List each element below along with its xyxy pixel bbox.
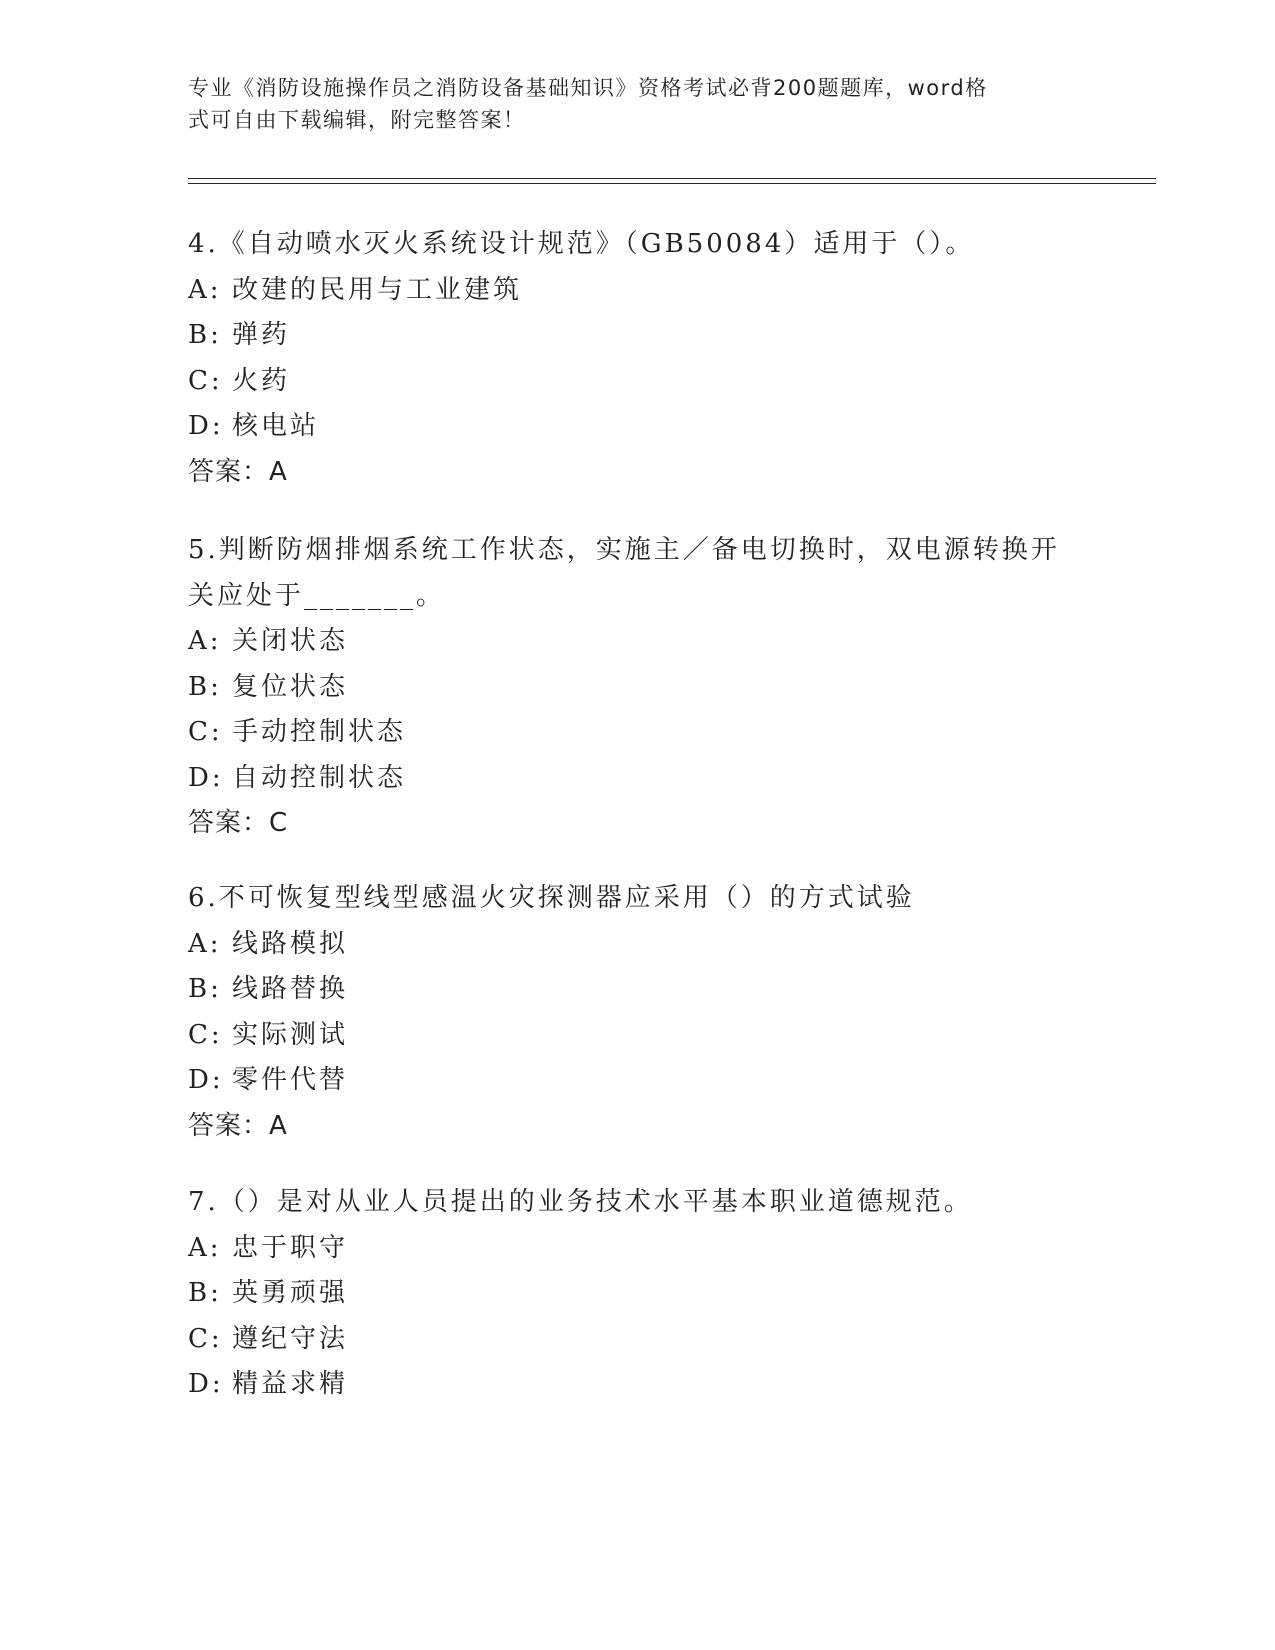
question-5 bbox=[188, 528, 1088, 847]
option-text: 核电站 bbox=[232, 411, 320, 441]
option-label: A: bbox=[188, 626, 222, 656]
option-d bbox=[188, 404, 1088, 450]
option-text: 遵纪守法 bbox=[232, 1323, 349, 1354]
option-b bbox=[188, 313, 1088, 359]
option-text: 复位状态 bbox=[232, 671, 349, 702]
option-label: A: bbox=[188, 1232, 222, 1263]
header-divider-top bbox=[188, 178, 1156, 179]
option-text: 线路模拟 bbox=[232, 928, 349, 959]
option-text: 英勇顽强 bbox=[232, 1278, 349, 1308]
option-b bbox=[188, 1271, 1088, 1317]
option-c bbox=[188, 359, 1088, 405]
option-b bbox=[188, 967, 1088, 1013]
option-d bbox=[188, 1058, 1088, 1104]
option-label: D: bbox=[188, 411, 224, 441]
option-label: B: bbox=[188, 671, 222, 702]
option-label: B: bbox=[188, 320, 222, 350]
option-a bbox=[188, 1226, 1088, 1272]
question-text: 6.不可恢复型线型感温火灾探测器应采用（）的方式试验 bbox=[188, 883, 915, 913]
option-label: D: bbox=[188, 1369, 224, 1399]
option-label: D: bbox=[188, 1065, 224, 1095]
option-a bbox=[188, 922, 1088, 968]
header-divider-bottom bbox=[188, 183, 1156, 184]
option-label: A: bbox=[188, 928, 222, 959]
option-c bbox=[188, 1317, 1088, 1363]
option-d bbox=[188, 756, 1088, 802]
option-label: C: bbox=[188, 1323, 223, 1354]
header-line-2: 式可自由下载编辑，附完整答案！ bbox=[188, 108, 526, 132]
header-line-1: 专业《消防设施操作员之消防设备基础知识》资格考试必背200题题库，word格 bbox=[188, 76, 988, 100]
question-7 bbox=[188, 1180, 1088, 1408]
answer: 答案：A bbox=[188, 1110, 288, 1141]
option-text: 手动控制状态 bbox=[232, 717, 407, 747]
answer: 答案：C bbox=[188, 808, 289, 838]
option-label: B: bbox=[188, 1278, 222, 1308]
option-label: C: bbox=[188, 365, 223, 396]
question-text: 4.《自动喷水灭火系统设计规范》（GB50084）适用于（）。 bbox=[188, 229, 975, 259]
option-text: 改建的民用与工业建筑 bbox=[232, 274, 523, 305]
option-c bbox=[188, 1013, 1088, 1059]
option-c bbox=[188, 710, 1088, 756]
question-text: 7.（）是对从业人员提出的业务技术水平基本职业道德规范。 bbox=[188, 1187, 973, 1217]
option-label: D: bbox=[188, 762, 224, 793]
option-label: A: bbox=[188, 274, 222, 305]
option-d bbox=[188, 1362, 1088, 1408]
document-header bbox=[188, 72, 1068, 136]
question-text: 5.判断防烟排烟系统工作状态，实施主／备电切换时，双电源转换开 bbox=[188, 535, 1060, 565]
option-text: 关闭状态 bbox=[232, 626, 349, 656]
option-text: 忠于职守 bbox=[232, 1232, 349, 1263]
option-label: B: bbox=[188, 974, 222, 1004]
question-4 bbox=[188, 222, 1088, 495]
option-text: 自动控制状态 bbox=[232, 762, 407, 793]
option-text: 精益求精 bbox=[232, 1369, 349, 1399]
option-b bbox=[188, 665, 1088, 711]
option-text: 弹药 bbox=[232, 320, 291, 350]
option-text: 零件代替 bbox=[232, 1065, 349, 1095]
option-a bbox=[188, 268, 1088, 314]
option-label: C: bbox=[188, 717, 223, 747]
option-a bbox=[188, 619, 1088, 665]
question-6 bbox=[188, 876, 1088, 1149]
answer: 答案：A bbox=[188, 456, 288, 487]
option-text: 实际测试 bbox=[232, 1019, 349, 1050]
question-text-continued: 关应处于_______。 bbox=[188, 580, 446, 611]
option-label: C: bbox=[188, 1019, 223, 1050]
option-text: 火药 bbox=[232, 365, 291, 396]
option-text: 线路替换 bbox=[232, 974, 349, 1004]
